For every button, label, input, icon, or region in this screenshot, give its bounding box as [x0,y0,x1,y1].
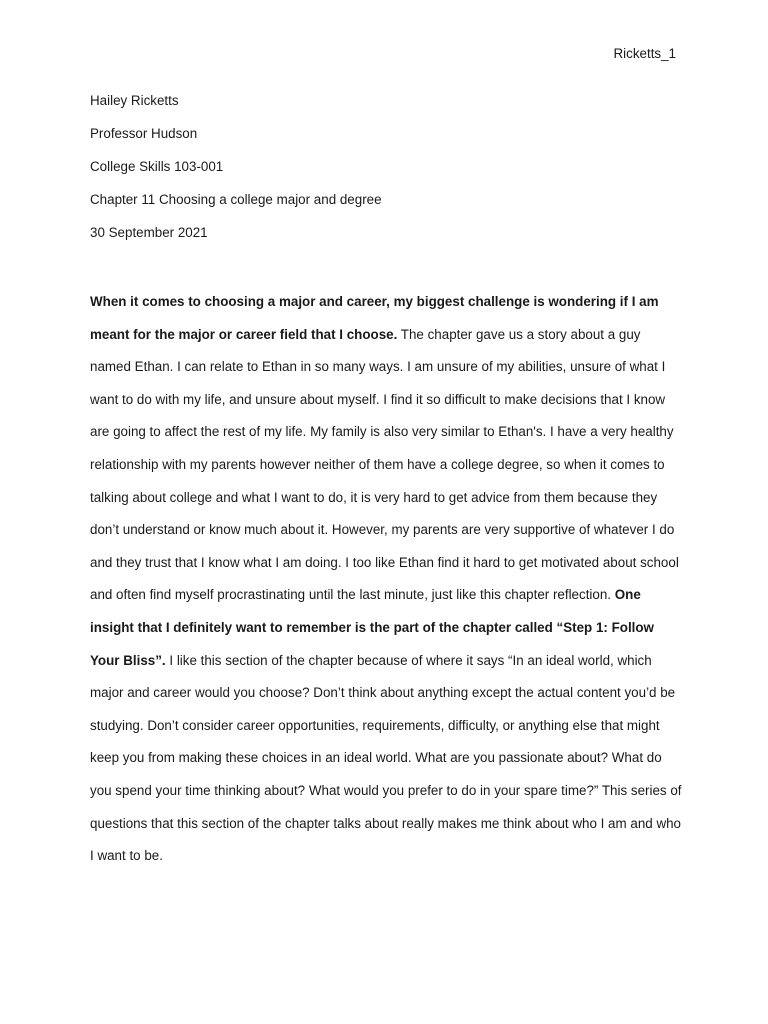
paragraph-text-2: I like this section of the chapter because of where it says “In an ideal world, which major and career would you choose? Don’t think about anything except the actual content you’d be studying. Don’t consider career opportunities, requirements, difficulty, or anything else that might keep you from making these choices in an ideal world. What are you passionate about? What do you spend your time thinking about? What would you prefer to do in your spare time?” This series of questions that this section of the chapter talks about really makes me think about who I am and who I want to be. [90,652,682,864]
course-name: College Skills 103-001 [90,159,224,174]
assignment-title: Chapter 11 Choosing a college major and degree [90,192,382,207]
professor-name: Professor Hudson [90,126,198,141]
thesis-statement: When it comes to choosing a major and career, my biggest challenge is wondering if I am meant for the major or career field that I choose. [90,294,659,342]
document-date: 30 September 2021 [90,225,208,240]
author-name: Hailey Ricketts [90,93,179,108]
body-paragraph [90,286,682,873]
running-header: Ricketts_1 [613,46,676,61]
paragraph-text-1: The chapter gave us a story about a guy named Ethan. I can relate to Ethan in so many ways. I am unsure of my abilities, unsure of what I want to do with my life, and unsure about myself. I find it so difficult to make decisions that I know are going to affect the rest of my life. My family is also very similar to Ethan's. I have a very healthy relationship with my parents however neither of them have a college degree, so when it comes to talking about college and what I want to do, it is very hard to get advice from them because they don’t understand or know much about it. However, my parents are very supportive of whatever I do and they trust that I know what I am doing. I too like Ethan find it hard to get motivated about school and often find myself procrastinating until the last minute, just like this chapter reflection. [90,326,679,603]
mla-heading [90,92,382,257]
key-insight: One insight that I definitely want to remember is the part of the chapter called “Step 1: Follow Your Bliss”. [90,587,654,668]
